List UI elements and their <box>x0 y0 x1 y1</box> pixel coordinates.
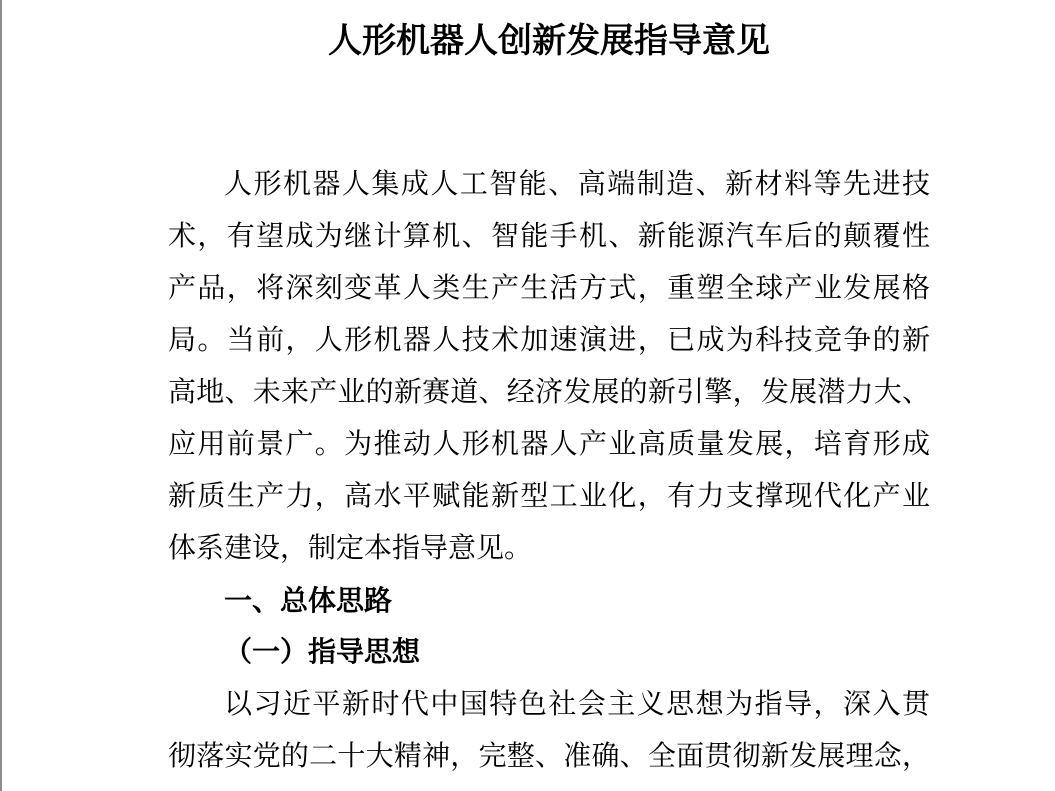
body-line: 人形机器人集成人工智能、高端制造、新材料等先进技 <box>224 169 930 200</box>
document-title: 人形机器人创新发展指导意见 <box>328 23 770 60</box>
page-edge-line <box>0 0 2 791</box>
body-line: 局。当前，人形机器人技术加速演进，已成为科技竞争的新 <box>168 325 930 356</box>
body-line: 新质生产力，高水平赋能新型工业化，有力支撑现代化产业 <box>168 481 930 512</box>
document-body <box>168 159 930 783</box>
subsection-heading: （一）指导思想 <box>224 637 421 668</box>
body-line: 彻落实党的二十大精神，完整、准确、全面贯彻新发展理念， <box>168 741 930 772</box>
body-line: 高地、未来产业的新赛道、经济发展的新引擎，发展潜力大、 <box>168 377 930 408</box>
document-content <box>168 0 930 783</box>
body-line: 应用前景广。为推动人形机器人产业高质量发展，培育形成 <box>168 429 930 460</box>
body-line: 体系建设，制定本指导意见。 <box>168 533 533 564</box>
body-line: 以习近平新时代中国特色社会主义思想为指导，深入贯 <box>224 689 930 720</box>
body-line: 术，有望成为继计算机、智能手机、新能源汽车后的颠覆性 <box>168 221 930 252</box>
body-line: 产品，将深刻变革人类生产生活方式，重塑全球产业发展格 <box>168 273 930 304</box>
section-heading: 一、总体思路 <box>224 585 393 616</box>
